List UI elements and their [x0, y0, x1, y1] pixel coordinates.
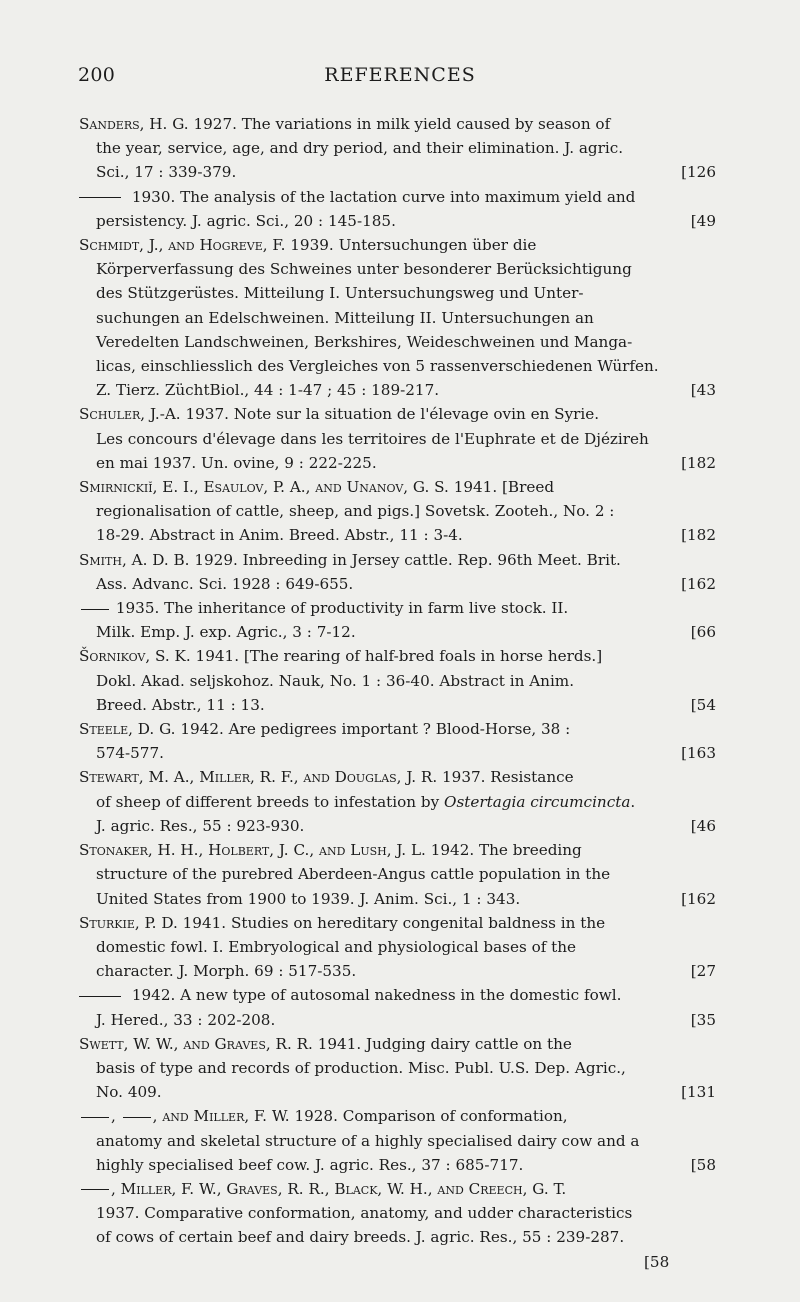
reference-entry: , Miller, F. W., Graves, R. R., Black, W. H., and Creech, G. T. 1937. Comparative conformation, anatomy, and udder characteristics of cows of certain beef and dairy breeds. J. agric. Res., 55 : 239-287. [58	[96, 1177, 716, 1274]
reference-text: Ass. Advanc. Sci. 1928 : 649-655.	[96, 574, 354, 593]
reference-citation: [126	[681, 163, 716, 182]
reference-entry	[79, 1032, 716, 1105]
reference-text: Dokl. Akad. seljskohoz. Nauk, No. 1 : 36-40. Abstract in Anim.	[96, 671, 575, 690]
reference-text: 1941. [Breed	[453, 478, 555, 497]
reference-author: Schmidt, J., and Hogreve, F.	[79, 236, 286, 255]
reference-text: 1937. Note sur la situation de l'élevage ovin en Syrie.	[185, 405, 600, 424]
reference-entry: , , and Miller, F. W. 1928. Comparison of conformation, anatomy and skeletal structure of a highly specialised dairy cow and a highly specialised beef cow. J. agric. Res., 37 : 685-717. [58	[96, 1104, 716, 1177]
running-head: REFERENCES	[324, 64, 476, 86]
reference-citation: [162	[681, 574, 716, 593]
reference-text: Sci., 17 : 339-379.	[96, 163, 237, 182]
reference-text: 1928. Comparison of conformation,	[294, 1107, 568, 1126]
ditto-dash	[81, 1117, 109, 1118]
reference-text: 1942. Are pedigrees important ? Blood-Horse, 38 :	[180, 720, 571, 739]
reference-entry	[79, 911, 716, 984]
reference-text: character. J. Morph. 69 : 517-535.	[96, 962, 357, 981]
reference-text: 1941. Studies on hereditary congenital baldness in the	[182, 913, 606, 932]
reference-text: regionalisation of cattle, sheep, and pigs.] Sovetsk. Zooteh., No. 2 :	[96, 502, 615, 521]
reference-entry	[79, 644, 716, 717]
reference-citation: [54	[690, 695, 716, 714]
reference-author: Steele, D. G.	[79, 720, 176, 739]
reference-text: J. agric. Res., 55 : 923-930.	[96, 816, 305, 835]
reference-citation: [58	[690, 1155, 716, 1174]
ditto-dash	[123, 1117, 151, 1118]
page-header	[78, 64, 722, 92]
reference-text: J. Hered., 33 : 202-208.	[96, 1010, 276, 1029]
reference-author: Smirnickiĭ, E. I., Esaulov, P. A., and Unanov, G. S.	[79, 478, 449, 497]
reference-entry	[79, 233, 716, 402]
reference-text: No. 409.	[96, 1083, 162, 1102]
reference-citation: [49	[690, 211, 716, 230]
ditto-dash	[81, 1189, 109, 1190]
reference-entry	[79, 765, 716, 838]
reference-text: 1942. A new type of autosomal nakedness in the domestic fowl.	[131, 986, 622, 1005]
reference-text: basis of type and records of production. Misc. Publ. U.S. Dep. Agric.,	[96, 1058, 626, 1077]
reference-author: Smith, A. D. B.	[79, 550, 190, 569]
reference-citation: [162	[681, 889, 716, 908]
reference-text: 1937. Comparative conformation, anatomy, and udder characteristics	[96, 1204, 633, 1223]
reference-citation: [163	[681, 744, 716, 763]
reference-author: and Miller, F. W.	[162, 1107, 290, 1126]
reference-text: 1935. The inheritance of productivity in farm live stock. II.	[115, 599, 569, 618]
ditto-dash	[79, 197, 121, 198]
reference-text: Milk. Emp. J. exp. Agric., 3 : 7-12.	[96, 623, 356, 642]
reference-text: the year, service, age, and dry period, and their elimination. J. agric.	[96, 139, 624, 158]
reference-citation: [66	[690, 623, 716, 642]
reference-text: Veredelten Landschweinen, Berkshires, Weideschweinen und Manga-	[96, 332, 633, 351]
reference-text: anatomy and skeletal structure of a highly specialised dairy cow and a	[96, 1131, 640, 1150]
reference-text: 1941. [The rearing of half-bred foals in horse herds.]	[195, 647, 603, 666]
ditto-dash	[79, 996, 121, 997]
reference-author: Sanders, H. G.	[79, 115, 189, 133]
reference-text: domestic fowl. I. Embryological and physiological bases of the	[96, 937, 577, 956]
reference-author: Swett, W. W., and Graves, R. R.	[79, 1034, 313, 1053]
reference-text: of sheep of different breeds to infestation by Ostertagia circumcincta.	[96, 792, 636, 811]
reference-text: of cows of certain beef and dairy breeds. J. agric. Res., 55 : 239-287.	[96, 1228, 625, 1247]
reference-text: structure of the purebred Aberdeen-Angus cattle population in the	[96, 865, 611, 884]
reference-text: Z. Tierz. ZüchtBiol., 44 : 1-47 ; 45 : 189-217.	[96, 381, 440, 400]
reference-list	[79, 112, 716, 1274]
reference-text: highly specialised beef cow. J. agric. Res., 37 : 685-717.	[96, 1155, 524, 1174]
reference-text: 1930. The analysis of the lactation curve into maximum yield and	[131, 187, 636, 206]
reference-text: 1929. Inbreeding in Jersey cattle. Rep. 96th Meet. Brit.	[194, 550, 621, 569]
reference-text: Körperverfassung des Schweines unter besonderer Berücksichtigung	[96, 260, 632, 279]
reference-citation: [35	[690, 1010, 716, 1029]
reference-text: 18-29. Abstract in Anim. Breed. Abstr., 11 : 3-4.	[96, 526, 463, 545]
reference-entry	[96, 983, 716, 1031]
reference-text: Breed. Abstr., 11 : 13.	[96, 695, 265, 714]
reference-entry	[79, 112, 716, 185]
reference-entry	[96, 596, 716, 644]
reference-citation: [182	[681, 453, 716, 472]
reference-entry	[79, 402, 716, 475]
reference-entry	[79, 838, 716, 911]
ditto-dash	[81, 609, 109, 610]
reference-citation: [27	[690, 962, 716, 981]
reference-citation: [182	[681, 526, 716, 545]
reference-text: licas, einschliesslich des Vergleiches von 5 rassenverschiedenen Würfen.	[96, 357, 659, 376]
reference-text: Les concours d'élevage dans les territoires de l'Euphrate et de Djézireh	[96, 429, 649, 448]
species-name: Ostertagia circumcincta	[444, 792, 631, 811]
reference-author: Šornikov, S. K.	[79, 647, 191, 666]
reference-text: 1939. Untersuchungen über die	[290, 236, 537, 255]
reference-text: en mai 1937. Un. ovine, 9 : 222-225.	[96, 453, 377, 472]
reference-author: Miller, F. W., Graves, R. R., Black, W. H., and Creech, G. T.	[120, 1179, 567, 1198]
reference-citation: [58	[644, 1252, 670, 1271]
reference-entry	[96, 185, 716, 233]
page-number: 200	[78, 64, 116, 86]
reference-author: Schuler, J.-A.	[79, 405, 181, 424]
reference-entry	[79, 548, 716, 596]
reference-citation: [46	[690, 816, 716, 835]
reference-text: suchungen an Edelschweinen. Mitteilung II. Untersuchungen an	[96, 308, 594, 327]
reference-author: Stonaker, H. H., Holbert, J. C., and Lush, J. L.	[79, 841, 426, 860]
reference-text: 1927. The variations in milk yield caused by season of	[193, 115, 611, 133]
reference-text: des Stützgerüstes. Mitteilung I. Untersuchungsweg und Unter-	[96, 284, 584, 303]
reference-author: Sturkie, P. D.	[79, 913, 178, 932]
reference-text: 574-577.	[96, 744, 164, 763]
reference-text: persistency. J. agric. Sci., 20 : 145-185.	[96, 211, 396, 230]
reference-entry	[79, 717, 716, 765]
reference-entry	[79, 475, 716, 548]
reference-text: 1937. Resistance	[442, 768, 574, 787]
reference-author: Stewart, M. A., Miller, R. F., and Douglas, J. R.	[79, 768, 438, 787]
reference-citation: [131	[681, 1083, 716, 1102]
reference-text: 1942. The breeding	[430, 841, 582, 860]
reference-text: United States from 1900 to 1939. J. Anim. Sci., 1 : 343.	[96, 889, 521, 908]
reference-citation: [43	[690, 381, 716, 400]
reference-text: 1941. Judging dairy cattle on the	[317, 1034, 572, 1053]
